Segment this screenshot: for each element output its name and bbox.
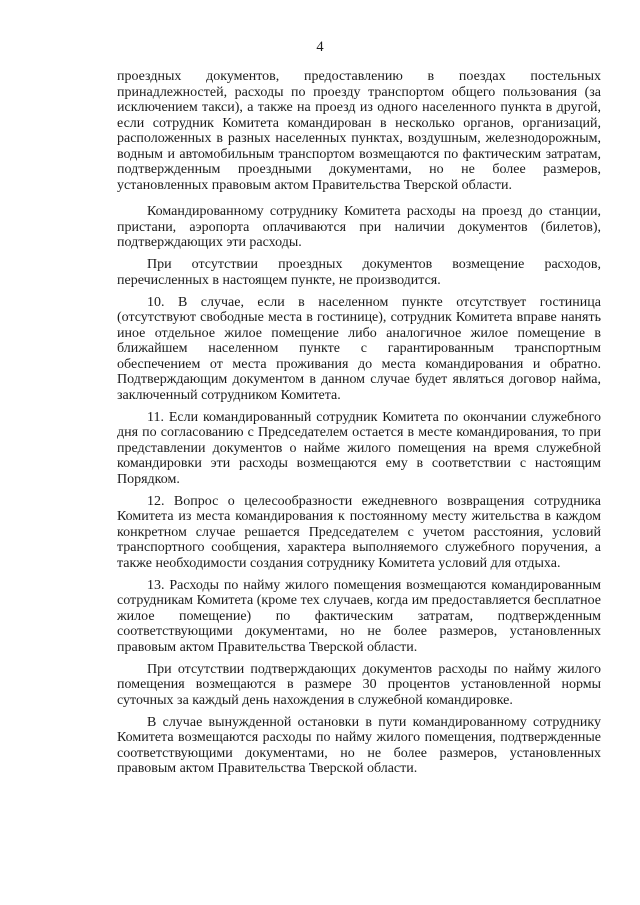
page-number: 4 (316, 39, 324, 55)
paragraph-no-documents: При отсутствии проездных документов возмещение расходов, перечисленных в настоящем пункте, не производится. (117, 257, 601, 288)
paragraph-item-12: 12. Вопрос о целесообразности ежедневного возвращения сотрудника Комитета из места командирования к постоянному месту жительства в каждом конкретном случае решается Председателем с учетом расстояния, условий транспортного сообщения, характера выполняемого служебного поручения, а также необходимости создания сотруднику Комитета условий для отдыха. (117, 493, 601, 571)
paragraph-forced-stop: В случае вынужденной остановки в пути командированному сотруднику Комитета возмещаются расходы по найму жилого помещения, подтвержденные соответствующими документами, но не более размеров, установленных правовым актом Правительства Тверской области. (117, 714, 601, 776)
paragraph-no-confirming-documents: При отсутствии подтверждающих документов расходы по найму жилого помещения возмещаются в размере 30 процентов установленной нормы суточных за каждый день нахождения в служебной командировке. (117, 661, 601, 708)
paragraph-item-13: 13. Расходы по найму жилого помещения возмещаются командированным сотрудникам Комитета (кроме тех случаев, когда им предоставляется бесплатное жилое помещение) по фактическим затратам, подтвержденным соответствующими документами, но не более размеров, установленных правовым актом Правительства Тверской области. (117, 577, 601, 655)
document-body (117, 69, 601, 783)
paragraph-station-expenses: Командированному сотруднику Комитета расходы на проезд до станции, пристани, аэропорта оплачиваются при наличии документов (билетов), подтверждающих эти расходы. (117, 204, 601, 250)
paragraph-item-11: 11. Если командированный сотрудник Комитета по окончании служебного дня по согласованию с Председателем остается в месте командирования, то при представлении документов о найме жилого помещения на время служебной командировки эти расходы возмещаются ему в соответствии с настоящим Порядком. (117, 409, 601, 487)
paragraph-travel-documents: проездных документов, предоставлению в поездах постельных принадлежностей, расходы по проезду транспортом общего пользования (за исключением такси), а также на проезд из одного населенного пункта в другой, если сотрудник Комитета командирован в несколько органов, организаций, расположенных в разных населенных пунктах, воздушным, железнодорожным, водным и автомобильным транспортом возмещаются по фактическим затратам, подтвержденным проездными документами, но не более размеров, установленных правовым актом Правительства Тверской области. (117, 69, 601, 193)
paragraph-item-10: 10. В случае, если в населенном пункте отсутствует гостиница (отсутствуют свободные места в гостинице), сотрудник Комитета вправе нанять иное отдельное жилое помещение либо аналогичное жилое помещение в ближайшем населенном пункте с гарантированным транспортным обеспечением от места проживания до места командирования и обратно. Подтверждающим документом в данном случае будет являться договор найма, заключенный сотрудником Комитета. (117, 294, 601, 403)
